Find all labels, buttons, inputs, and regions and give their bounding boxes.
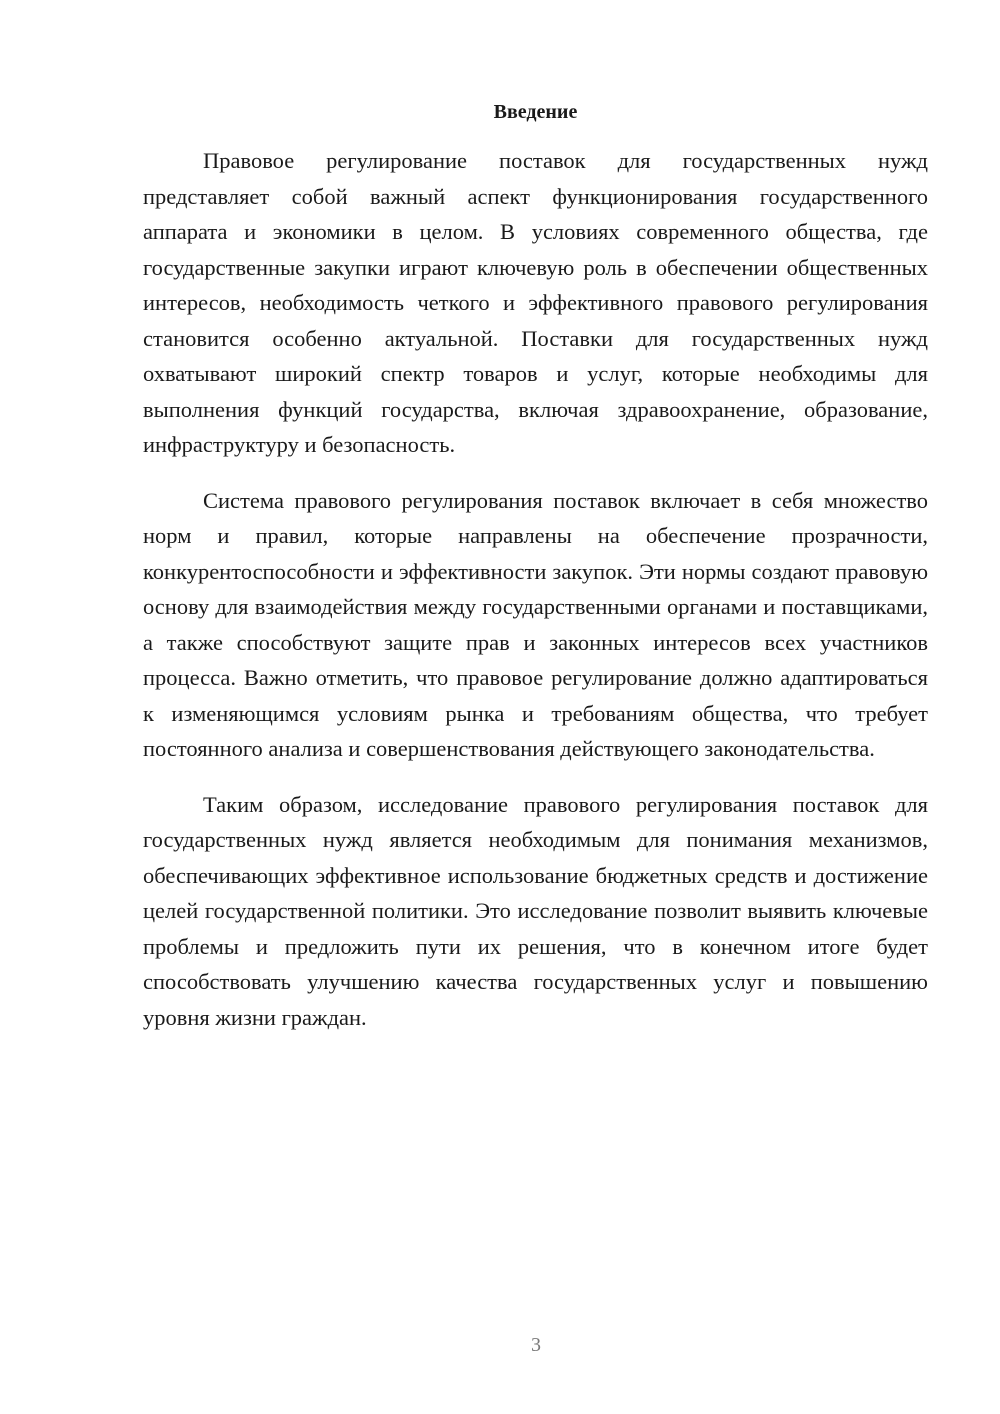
paragraph-1: Правовое регулирование поставок для государственных нужд представляет собой важный аспект функционирования государственного аппарата и экономики в целом. В условиях современного общества, где государственные закупки играют ключевую роль в обеспечении общественных интересов, необходимость четкого и эффективного правового регулирования становится особенно актуальной. Поставки для государственных нужд охватывают широкий спектр товаров и услуг, которые необходимы для выполнения функций государства, включая здравоохранение, образование, инфраструктуру и безопасность.: [143, 148, 928, 457]
document-body: [143, 143, 928, 1055]
paragraph-2: Система правового регулирования поставок включает в себя множество норм и правил, которые направлены на обеспечение прозрачности, конкурентоспособности и эффективности закупок. Эти нормы создают правовую основу для взаимодействия между государственными органами и поставщиками, а также способствуют защите прав и законных интересов всех участников процесса. Важно отметить, что правовое регулирование должно адаптироваться к изменяющимся условиям рынка и требованиям общества, что требует постоянного анализа и совершенствования действующего законодательства.: [143, 487, 928, 761]
paragraph-3: Таким образом, исследование правового регулирования поставок для государственных нужд является необходимым для понимания механизмов, обеспечивающих эффективное использование бюджетных средств и достижение целей государственной политики. Это исследование позволит выявить ключевые проблемы и предложить пути их решения, что в конечном итоге будет способствовать улучшению качества государственных услуг и повышению уровня жизни граждан.: [143, 791, 928, 1030]
page-number: 3: [531, 1334, 541, 1356]
section-heading: Введение: [493, 101, 578, 123]
